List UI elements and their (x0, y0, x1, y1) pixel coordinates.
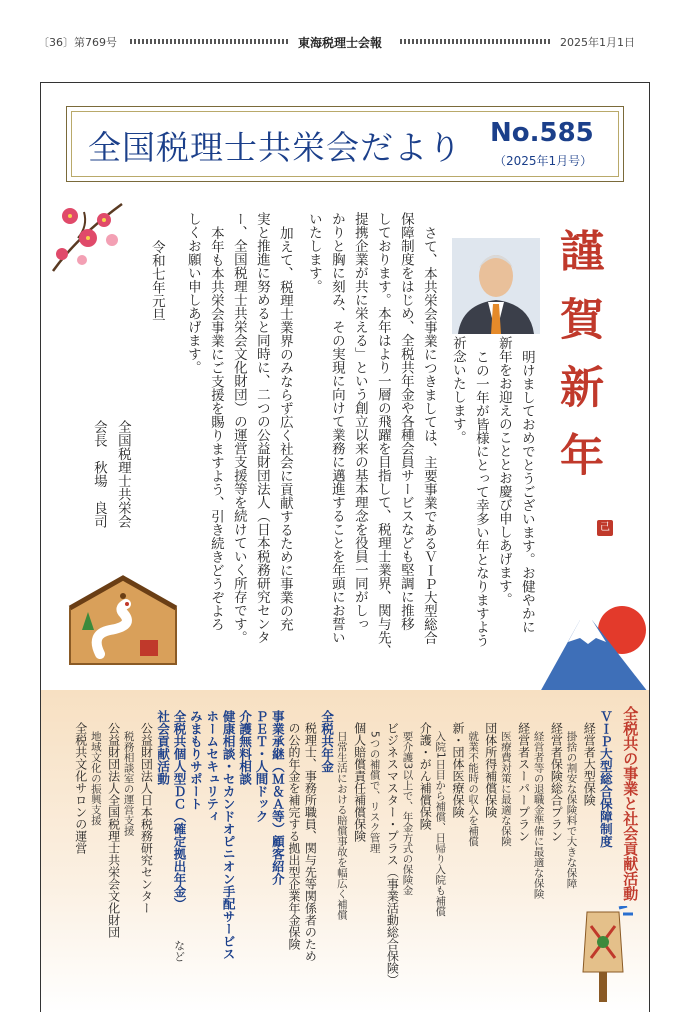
seal-stamp: 己 (597, 520, 613, 536)
activity-item: ビジネスマスター・プラス（事業活動総合保険） (385, 710, 400, 986)
greeting-line: ー、全国税理士共栄会文化財団）の運営支援等を続けていく所存です。 (230, 212, 247, 644)
divider (400, 39, 550, 44)
activity-item: 税理士、事務所職員、関与先等関係者のため (303, 710, 318, 962)
activity-item: 健康相談・セカンドオピニオン手配サービス (221, 710, 237, 960)
activity-item: ホームセキュリティ (204, 710, 220, 823)
header-date: 2025年1月1日 (560, 36, 635, 49)
activity-item: ＶＩＰ大型総合保障制度 (598, 710, 614, 848)
activity-item: 医療費対策に最適な保険 (499, 710, 512, 847)
activity-item: の公的年金を補完する拠出型企業年金保険 (286, 710, 301, 950)
activity-item: 新・団体医療保険 (450, 710, 465, 818)
greeting-line: 明けましておめでとうございます。お健やかに (518, 350, 535, 634)
issue-date: （2025年1月号） (494, 154, 593, 168)
mount-fuji-icon (540, 600, 648, 692)
activity-item: 入院1日目から補償、日帰り入院も補償 (434, 710, 447, 917)
greeting-line: この一年が皆様にとって幸多い年となりますよう (472, 350, 489, 647)
activity-item: 全税共年金 (319, 710, 335, 773)
activities-heading: 全税共の事業と社会貢献活動 (621, 706, 640, 901)
activity-item: 5つの補償で、リスク管理 (368, 710, 381, 854)
activity-item: 社会貢献活動 (155, 710, 171, 785)
activity-item: 掛捨の割安な保険料で大きな保障 (565, 710, 578, 889)
greeting-line: 加えて、税理士業界のみならず広く社会に貢献するために事業の充 (276, 226, 293, 631)
divider (130, 39, 290, 44)
greeting-line: しくお願い申しあげます。 (184, 212, 201, 374)
page-number: 〔36〕 (38, 36, 74, 49)
activity-item: 就業不能時の収入を補償 (467, 710, 480, 847)
greeting-date: 令和七年元旦 (148, 240, 165, 321)
greeting-line: いたします。 (305, 212, 322, 293)
activity-item: 個人賠償責任補償保険 (352, 710, 367, 842)
issue-badge: No.585 (490, 118, 594, 148)
activity-item: 団体所得補償保険 (483, 710, 498, 818)
greeting-line: 新年をお迎えのこととお慶び申しあげます。 (495, 336, 512, 606)
greeting-org: 全国税理士共栄会 (114, 420, 131, 528)
ema-snake-icon (60, 574, 186, 670)
activity-item: 地域文化の振興支援 (89, 710, 102, 826)
portrait-photo (452, 238, 540, 334)
page-title: 全国税理士共栄会だより (88, 128, 462, 167)
greeting-line: さて、本共栄会事業につきましては、主要事業であるＶＩＰ大型総合 (420, 226, 437, 645)
activity-item: 経営者大型保険 (582, 710, 597, 806)
activity-item: 日常生活における賠償事故を幅広く補償 (335, 710, 348, 920)
activity-item: 経営者保険総合プラン (549, 710, 564, 842)
greeting-line: しております。本年はより一層の飛躍を目指して、税理士業界、関与先、 (374, 212, 391, 658)
greeting-line: 実と推進に努めると同時に、二つの公益財団法人（日本税務研究センタ (253, 212, 270, 644)
greeting-signer: 会長 秋場 良司 (90, 420, 107, 528)
issue-number: 第769号 (74, 36, 117, 49)
greeting-line: 保障制度をはじめ、全税共年金や各種会員サービスなども堅調に推移 (397, 212, 414, 631)
activity-suffix: など (172, 940, 186, 962)
activity-item: 公益財団法人全国税理士共栄会文化財団 (106, 710, 121, 938)
activity-item: 全税共文化サロンの運営 (73, 710, 88, 854)
activity-item: 経営者スーパープラン (516, 710, 531, 842)
activity-item: 税務相談室の運営支援 (122, 710, 135, 836)
greeting-heading: 謹賀新年 (552, 228, 603, 500)
plum-blossom-icon (48, 196, 126, 276)
activity-item: 介護・がん補償保険 (418, 710, 433, 830)
greeting-line: 提携企業が共に栄える」という創立以来の基本理念を役員一同がしっ (351, 212, 368, 631)
activity-item: 事業承継（Ｍ＆Ａ等）顧客紹介 (270, 710, 286, 885)
activity-item: 全税共個人型ＤＣ（確定拠出年金） (171, 710, 187, 910)
activity-item: みまもりサポート (188, 710, 204, 810)
activity-item: 要介護3以上で、年金方式の保険金 (401, 710, 414, 896)
greeting-line: 本年も本共栄会事業にご支援を賜りますよう、引き続きどうぞよろ (207, 226, 224, 631)
greeting-line: 祈念いたします。 (449, 336, 466, 444)
paper-name: 東海税理士会報 (298, 36, 383, 50)
activity-item: 介護無料相談 (237, 710, 253, 785)
activity-item: ＰＥＴ・人間ドック (253, 710, 269, 823)
activity-item: 公益財団法人日本税務研究センター (139, 710, 154, 914)
page-header (0, 30, 689, 52)
greeting-line: かりと胸に刻み、その実現に向けて業務に邁進することを年頭にお誓い (328, 212, 345, 644)
activity-item: 経営者等の退職金準備に最適な保険 (532, 710, 545, 899)
